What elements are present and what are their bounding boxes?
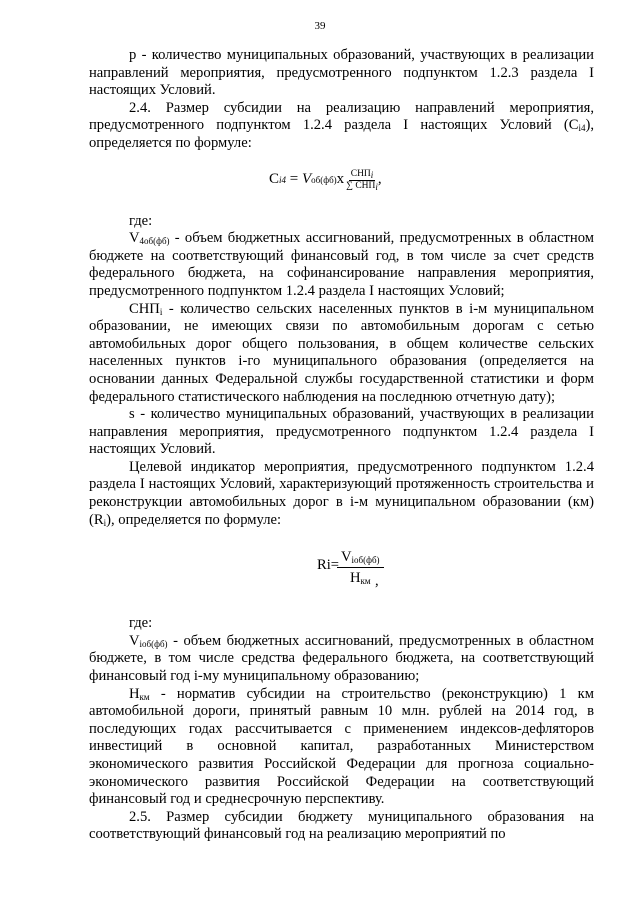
page-number: 39 xyxy=(314,20,326,32)
paragraph-2-4: 2.4. Размер субсидии на реализацию направлений мероприятия, предусмотренного подпунктом 1.2.4 раздела I настоящих Условий $(С_{i4})$, определяется по формуле: xyxy=(89,99,594,151)
definition-s: s - количество муниципальных образований, участвующих в реализации направления мероприятия, предусмотренного подпунктом 1.2.4 раздела I настоящих Условий. xyxy=(89,406,594,458)
definition-snp: $СНП_i$ - количество сельских населенных пунктов в i-м муниципальном образовании, не имеющих связи по автомобильным дорогам с сетью автомобильных дорог общего пользования, в общем количестве сельских населенных пунктов i-го муниципального образования (определяется на основании данных Федеральной службы государственной статистики и форм федерального статистического наблюдения на последнюю отчетную дату); xyxy=(89,300,594,405)
paragraph-target-indicator: Целевой индикатор мероприятия, предусмотренного подпунктом 1.2.4 раздела I настоящих Условий, характеризующий протяженность строительства и реконструкции автомобильных дорог в i-м муниципальном образовании (км) $(R_i)$, определяется по формуле: xyxy=(89,458,594,528)
definition-vi: $V_{iоб(фб)}$ - объем бюджетных ассигнований, предусмотренных в областном бюджете, в том числе средства федерального бюджета, на соответствующий финансовый год i-му муниципальному образованию; xyxy=(89,632,594,685)
where-label-2: где: xyxy=(129,615,153,632)
definition-v4: $V_{4об(фб)}$ - объем бюджетных ассигнований, предусмотренных в областном бюджете на соответствующий финансовый год, в том числе за счет средств федерального бюджета, на софинансирование направления мероприятия, предусмотренного подпунктом 1.2.4 раздела I настоящих Условий; xyxy=(89,230,594,299)
formula-c-i4: C i4 = V об(фб) x $\frac{СНП_i}{\sum СНП_i}$ , xyxy=(269,168,382,192)
where-label-1: где: xyxy=(129,212,153,229)
definition-hkm: $Н_{км}$ - норматив субсидии на строительство (реконструкцию) 1 км автомобильной дороги, принятый равным 10 млн. рублей на 2014 год, в последующих годах рассчитывается с применением индексов-дефляторов инвестиций в основной капитал, разработанных Министерством экономического развития Российской Федерации для прогноза социально-экономического развития Российской Федерации на соответствующий финансовый год и среднесрочную перспективу. xyxy=(89,685,594,808)
paragraph-p-definition: р - количество муниципальных образований, участвующих в реализации направлений мероприятия, предусмотренного подпунктом 1.2.3 раздела I настоящих Условий. xyxy=(89,47,594,99)
formula-ri: Ri= $V_{iоб(фб)}$ $Н_{км}$ , xyxy=(89,529,594,615)
document-body xyxy=(89,47,594,844)
paragraph-2-5: 2.5. Размер субсидии бюджету муниципального образования на соответствующий финансовый год на реализацию мероприятий по xyxy=(89,808,594,843)
formula-fraction: $\frac{СНП_i}{\sum СНП_i}$ xyxy=(346,168,378,192)
